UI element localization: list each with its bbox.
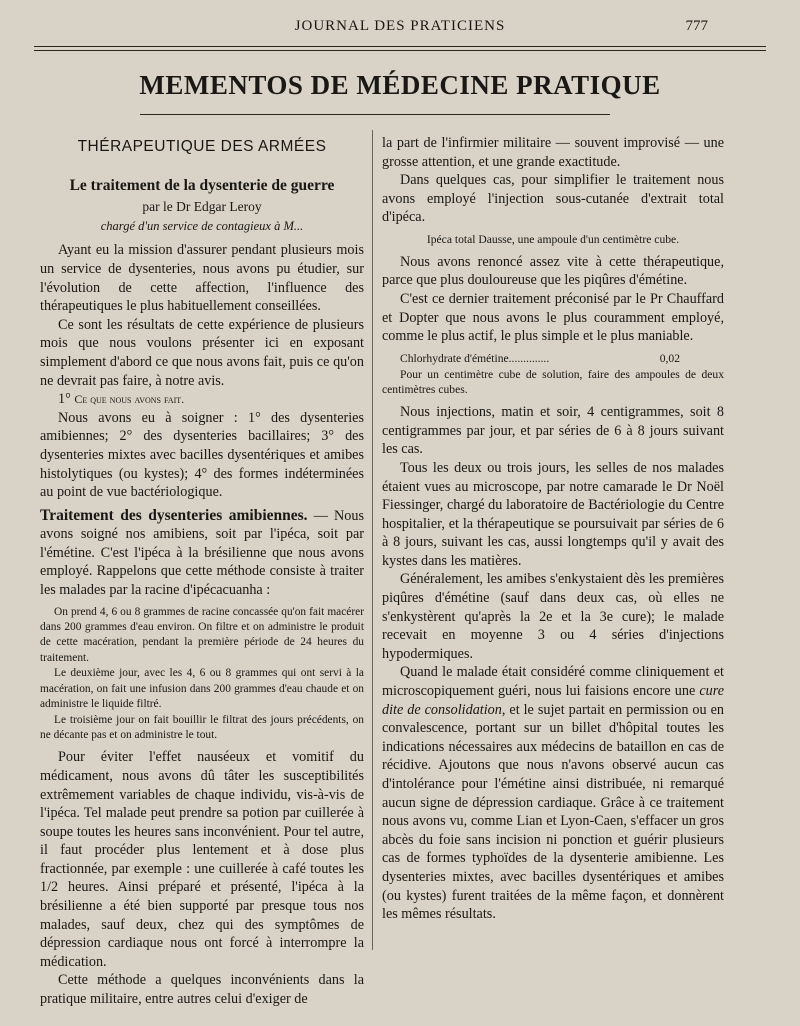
paragraph: Généralement, les amibes s'enkystaient dès les premières piqûres d'émétine (sauf dans deux cas, où elles ne s'enkystèrent qu'après la 2e et la 3e cure); le malade recevait en moyenne 3 ou 4 séries d'injections hypodermiques. [382,571,724,662]
section-heading: THÉRAPEUTIQUE DES ARMÉES [77,138,327,155]
subheading-text: Ce que nous avons fait. [74,392,185,407]
recipe-block [40,605,364,744]
paragraph: C'est ce dernier traitement préconisé par le Pr Chauffard et Dopter que nous avons le plus couramment employé, comme le plus actif, le plus simple et le plus maniable. [382,290,724,345]
article-title: Le traitement de la dysenterie de guerre [69,176,335,194]
paragraph-consolidation: Quand le malade était considéré comme cliniquement et microscopiquement guéri, nous lui faisions encore une cure dite de consolidation, et le sujet partait en permission ou en convalescence, portant sur un billet d'hôpital toutes les indications nécessaires aux médecins de bataillon en cas de récidive. Ajoutons que nous n'avons observé aucun cas d'intolérance pour l'émétine ainsi distribuée, ni remarqué aucun signe de dépression cardiaque. Grâce à ce traitement nous avons vu, comme Lian et Lyon-Caen, s'effacer un gros abcès du foie sans incision ni ponction et guérir plusieurs cas de formes typhoïdes de la dysenterie amibienne. Les dysenteries mixtes, avec bacilles dysentériques et amibes (ou kystes) furent traitées de la même façon, et donnèrent les mêmes résultats. [382,664,724,923]
prescription-drug: Chlorhydrate d'émétine.............. [400,351,550,365]
subheading-what-we-did [40,390,364,409]
paragraph: Pour éviter l'effet nauséeux et vomitif du médicament, nous avons dû tâter les susceptibilités extrêmement variables de chaque individu, vis-à-vis de l'ipéca. Tel malade peut prendre sa potion par cuillerée à soupe toutes les heures sans inconvénient. Pour tel autre, il faut procéder plus lentement et à dose plus fractionnée, par exemple : une cuillerée à café toutes les 1/2 heures. Ainsi préparé et présenté, l'ipéca à la brésilienne a été bien supporté par presque tous nos malades, sauf deux, chez qui des symptômes de dépression cardiaque nous ont forcé à interrompre la médication. [40,749,364,970]
recipe-step: Le deuxième jour, avec les 4, 6 ou 8 grammes qui ont servi à la macération, on fait une infusion dans 200 grammes d'eau chaude et on administre le liquide filtré. [40,667,364,711]
subheading-amoebic: Traitement des dysenteries amibiennes. [40,506,308,524]
paragraph: la part de l'infirmier militaire — souvent improvisé — une grosse attention, et une grande exactitude. [382,135,724,170]
paragraph-text: Nous avons soigné nos amibiens, soit par l'ipéca, soit par l'émétine. C'est l'ipéca à la brésilienne que nous avons employé. Rappelons que cette méthode consiste à traiter les malades par la racine d'ipécacuanha : [40,507,364,599]
subheading-number: 1° [58,391,75,408]
subheading-dash: — [307,507,335,524]
paragraph-with-subheading [40,507,364,600]
paragraph: Ce sont les résultats de cette expérience de plusieurs mois que nous voulons présenter ici en exposant simplement d'abord ce que nous avons fait, puis ce qu'on ne devrait pas faire, à notre avis. [40,316,364,389]
right-column [382,134,724,924]
prescription-ipeca: Ipéca total Dausse, une ampoule d'un centimètre cube. [426,232,680,246]
prescription-dose: 0,02 [659,351,680,365]
running-header: JOURNAL DES PRATICIENS [294,18,506,34]
paragraph: Ayant eu la mission d'assurer pendant plusieurs mois un service de dysenteries, nous avons pu étudier, sur l'évolution de cette affection, l'influence des thérapeutiques le plus habituellement conseillées. [40,242,364,315]
column-divider [372,130,373,950]
page-title: MEMENTOS DE MÉDECINE PRATIQUE [139,70,661,100]
recipe-step: On prend 4, 6 ou 8 grammes de racine concassée qu'on fait macérer dans 200 grammes d'eau environ. On filtre et on administre le produit de cette macération, pendant la première période de 24 heures du traitement. [40,605,364,664]
prescription-emetine [382,351,724,367]
article-byline: par le Dr Edgar Leroy [142,199,262,215]
header-rule-thin [34,50,766,51]
recipe-step: Le troisième jour on fait bouillir le filtrat des jours précédents, on ne décante pas et on administre le tout. [40,713,364,741]
left-column [40,136,364,1009]
page-number: 777 [685,18,708,34]
paragraph: Cette méthode a quelques inconvénients dans la pratique militaire, entre autres celui d'exiger de [40,972,364,1008]
paragraph: Nous avons renoncé assez vite à cette thérapeutique, parce que plus douloureuse que les piqûres d'émétine. [382,253,724,289]
paragraph: Nous injections, matin et soir, 4 centigrammes, soit 8 centigrammes par jour, et par séries de 6 à 8 jours suivant les cas. [382,404,724,458]
author-affiliation: chargé d'un service de contagieux à M... [100,218,304,233]
paragraph: Nous avons eu à soigner : 1° des dysenteries amibiennes; 2° des dysenteries bacillaires; 3° des dysenteries mixtes avec bacilles dysentériques et amibes histolytiques (ou kystes); 4° des formes indéterminées au point de vue bactériologique. [40,409,364,501]
header-rule [34,46,766,47]
italic-term: cure dite de consolidation [382,683,724,718]
paragraph: Tous les deux ou trois jours, les selles de nos malades étaient vues au microscope, par notre camarade le Dr Noël Fiessinger, chargé du laboratoire de Bactériologie du Centre hospitalier, et la thérapeutique se poursuivait par séries de 6 à 8 jours, suivant les cas, aussi longtemps qu'il y avait des kystes dans les matières. [382,459,724,569]
paragraph: Dans quelques cas, pour simplifier le traitement nous avons employé l'injection sous-cutanée d'extrait total d'ipéca. [382,172,724,226]
prescription-note: Pour un centimètre cube de solution, faire des ampoules de deux centimètres cubes. [382,367,724,397]
title-underline [140,114,610,115]
